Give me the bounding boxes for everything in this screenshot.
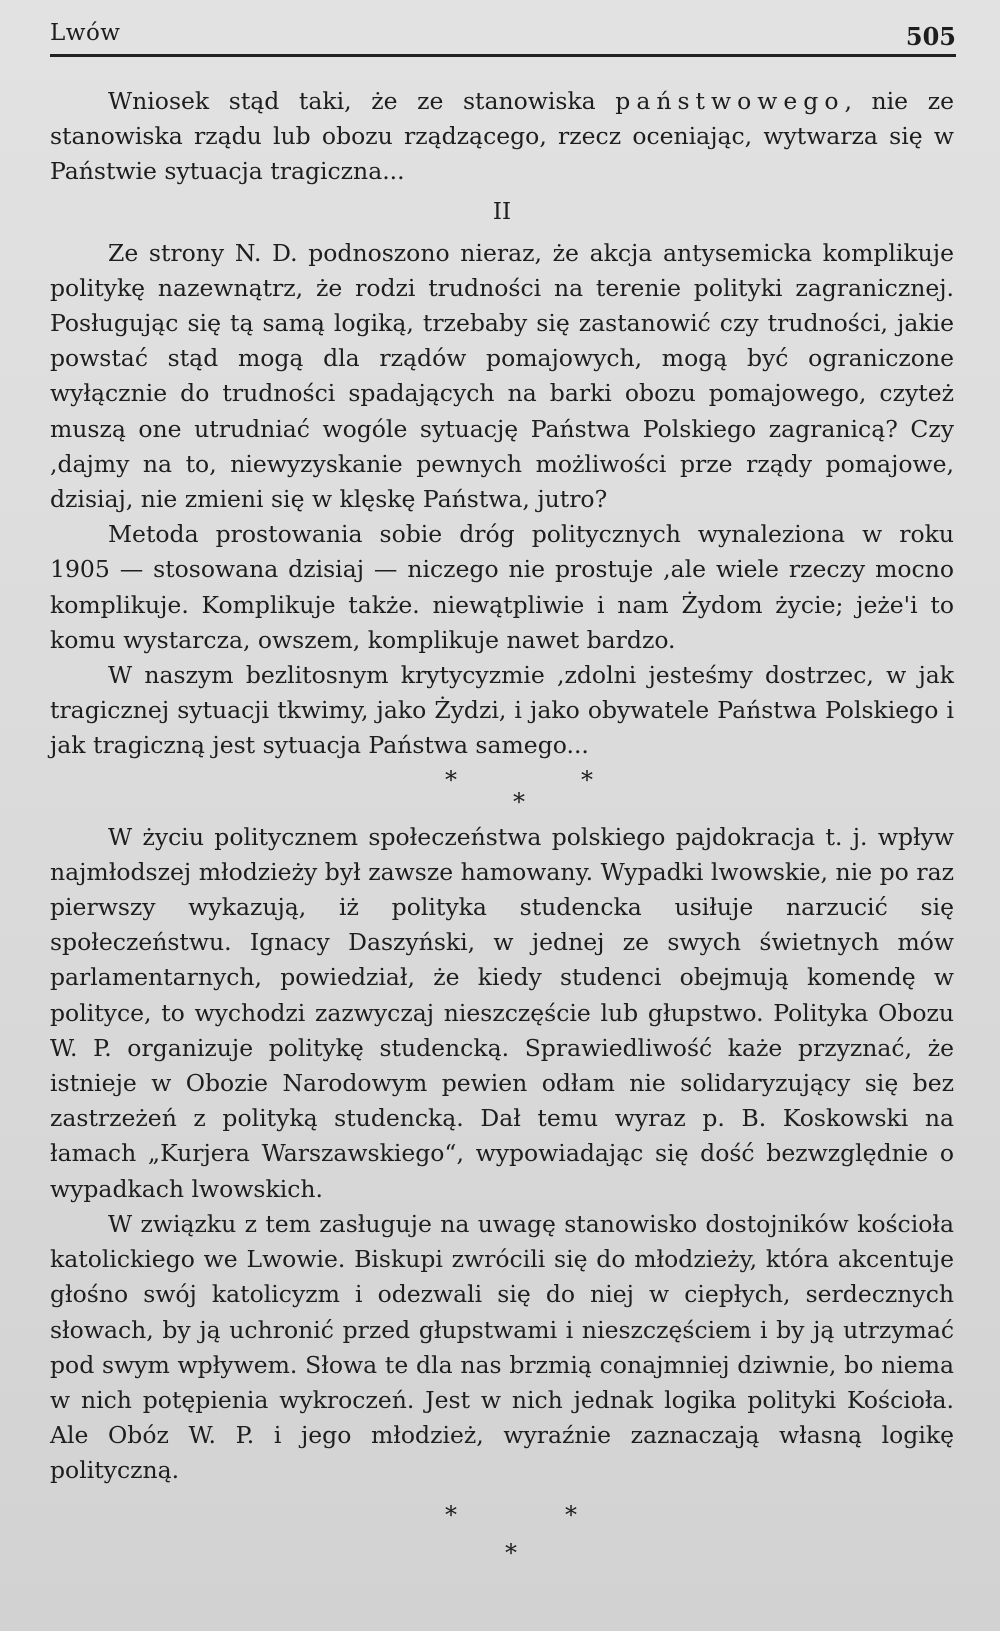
- asterisk: *: [445, 1500, 457, 1529]
- asterisk: *: [581, 765, 593, 794]
- header-rule: [50, 54, 956, 57]
- paragraph: W związku z tem zasługuje na uwagę stanowisko dostojników kościoła katolickiego we Lwowie. Biskupi zwrócili się do młodzieży, która akcentuje głośno swój katolicyzm i odezwali się do niej w ciepłych, serdecznych słowach, by ją uchronić przed głupstwami i nieszczęściem i by ją utrzymać pod swym wpływem. Słowa te dla nas brzmią conajmniej dziwnie, bo niema w nich potępienia wykroczeń. Jest w nich jednak logika polityki Kościoła. Ale Obóz W. P. i jego młodzież, wyraźnie zaznaczają własną logikę polityczną.: [50, 1209, 954, 1485]
- emphasized-word: państwowego: [615, 87, 845, 115]
- asterisk: *: [505, 1538, 517, 1567]
- section-separator: [50, 764, 954, 820]
- asterisk: *: [565, 1500, 577, 1529]
- body-text: [50, 84, 954, 1565]
- paragraph: Metoda prostowania sobie dróg politycznych wynaleziona w roku 1905 — stosowana dzisiaj — niczego nie prostuje ,ale wiele rzeczy mocno komplikuje. Komplikuje także. niewątpliwie i nam Żydom życie; jeże'i to komu wystarcza, owszem, komplikuje nawet bardzo.: [50, 520, 954, 654]
- asterisk: *: [445, 765, 457, 794]
- section-heading: II: [492, 198, 512, 225]
- asterisk: *: [513, 787, 525, 816]
- paragraph: W naszym bezlitosnym krytycyzmie ,zdolni jesteśmy dostrzec, w jak tragicznej sytuacji tkwimy, jako Żydzi, i jako obywatele Państwa Polskiego i jak tragiczną jest sytuacja Państwa samego...: [50, 661, 954, 760]
- running-title: Lwów: [50, 20, 121, 46]
- page-number: 505: [905, 22, 956, 51]
- paragraph: W życiu politycznem społeczeństwa polskiego pajdokracja t. j. wpływ najmłodszej młodzieży był zawsze hamowany. Wypadki lwowskie, nie po raz pierwszy wykazują, iż polityka studencka usiłuje narzucić się społeczeństwu. Ignacy Daszyński, w jednej ze swych świetnych mów parlamentarnych, powiedział, że kiedy studenci obejmują komendę w polityce, to wychodzi zazwyczaj nieszczęście lub głupstwo. Polityka Obozu W. P. organizuje politykę studencką. Sprawiedliwość każe przyznać, że istnieje w Obozie Narodowym pewien odłam nie solidaryzujący się bez zastrzeżeń z polityką studencką. Dał temu wyraz p. B. Koskowski na łamach „Kurjera Warszawskiego“, wypowiadając się dość bezwzględnie o wypadkach lwowskich.: [50, 822, 954, 1203]
- paragraph: Wniosek stąd taki, że ze stanowiska państwowego, nie ze stanowiska rządu lub obozu rządzącego, rzecz oceniając, wytwarza się w Państwie sytuacja tragiczna...: [50, 87, 954, 186]
- section-separator: [50, 1495, 954, 1565]
- paragraph: Ze strony N. D. podnoszono nieraz, że akcja antysemicka komplikuje politykę nazewnątrz, że rodzi trudności na terenie polityki zagranicznej. Posługując się tą samą logiką, trzebaby się zastanowić czy trudności, jakie powstać stąd mogą dla rządów pomajowych, mogą być ograniczone wyłącznie do trudności spadających na barki obozu pomajowego, czyteż muszą one utrudniać wogóle sytuację Państwa Polskiego zagranicą? Czy ,dajmy na to, niewyzyskanie pewnych możliwości prze rządy pomajowe, dzisiaj, nie zmieni się w klęskę Państwa, jutro?: [50, 238, 954, 514]
